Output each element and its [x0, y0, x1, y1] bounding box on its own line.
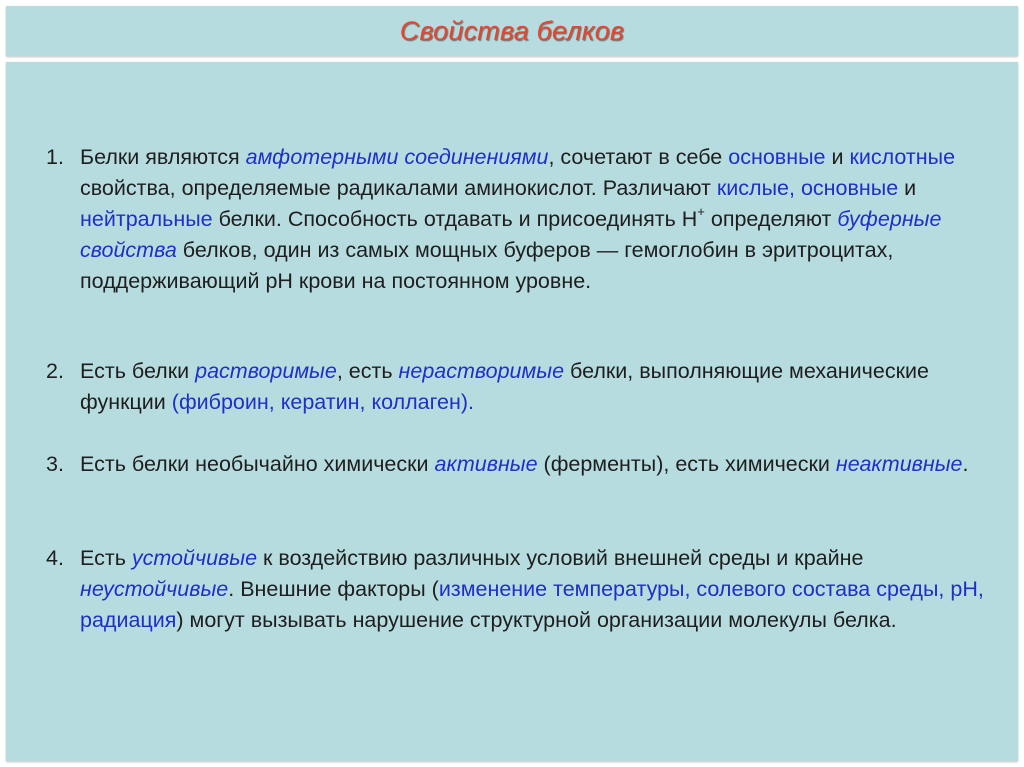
text-segment: к воздействию различных условий внешней среды и крайне [257, 546, 864, 570]
text-segment: . Внешние факторы ( [228, 577, 439, 601]
highlighted-term: (фиброин, кератин, коллаген). [171, 390, 474, 414]
item-number: 4. [46, 546, 64, 570]
item-text [80, 449, 1005, 480]
text-segment: (ферменты), есть химически [537, 452, 836, 476]
highlighted-term: нерастворимые [398, 359, 565, 383]
slide-title: Свойства белков [399, 15, 625, 46]
text-segment: и [898, 176, 917, 200]
text-segment: белков, один из самых мощных буферов — гемоглобин в эритроцитах, поддерживающий рН крови на постоянном уровне. [80, 238, 894, 293]
text-segment: , есть [336, 359, 399, 383]
text-segment: белки. Способность отдавать и присоединять Н [212, 207, 698, 231]
text-segment: , сочетают в себе [548, 145, 729, 169]
item-text [80, 142, 1005, 297]
highlighted-term: + [697, 203, 705, 219]
highlighted-term: основные [728, 145, 826, 169]
item-number: 2. [46, 359, 64, 383]
highlighted-term: амфотерными соединениями [245, 145, 549, 169]
text-segment: белки, выполняющие механические функции [80, 359, 929, 414]
highlighted-term: кислые, основные [716, 176, 899, 200]
highlighted-term: буферные свойства [80, 207, 942, 262]
item-text [80, 543, 1005, 636]
text-segment: Есть белки необычайно химически [80, 452, 435, 476]
highlighted-term: нейтральные [80, 207, 213, 231]
text-segment: Белки являются [80, 145, 246, 169]
text-segment: определяют [704, 207, 838, 231]
highlighted-term: кислотные [849, 145, 956, 169]
highlighted-term: активные [434, 452, 538, 476]
text-segment: и [825, 145, 850, 169]
text-segment: Есть белки [80, 359, 196, 383]
highlighted-term: устойчивые [131, 546, 258, 570]
highlighted-term: изменение температуры, солевого состава среды, рН, радиация [80, 577, 984, 632]
item-text [80, 356, 1005, 418]
text-segment: ) могут вызывать нарушение структурной организации молекулы белка. [176, 608, 897, 632]
text-segment: свойства, определяемые радикалами аминокислот. Различают [80, 176, 717, 200]
text-segment: Есть [80, 546, 132, 570]
highlighted-term: растворимые [195, 359, 337, 383]
title-banner [6, 6, 1018, 56]
text-segment: . [962, 452, 969, 476]
highlighted-term: неактивные [835, 452, 963, 476]
highlighted-term: неустойчивые [80, 577, 229, 601]
content-panel [6, 62, 1018, 761]
item-number: 1. [46, 145, 64, 169]
item-number: 3. [46, 452, 64, 476]
